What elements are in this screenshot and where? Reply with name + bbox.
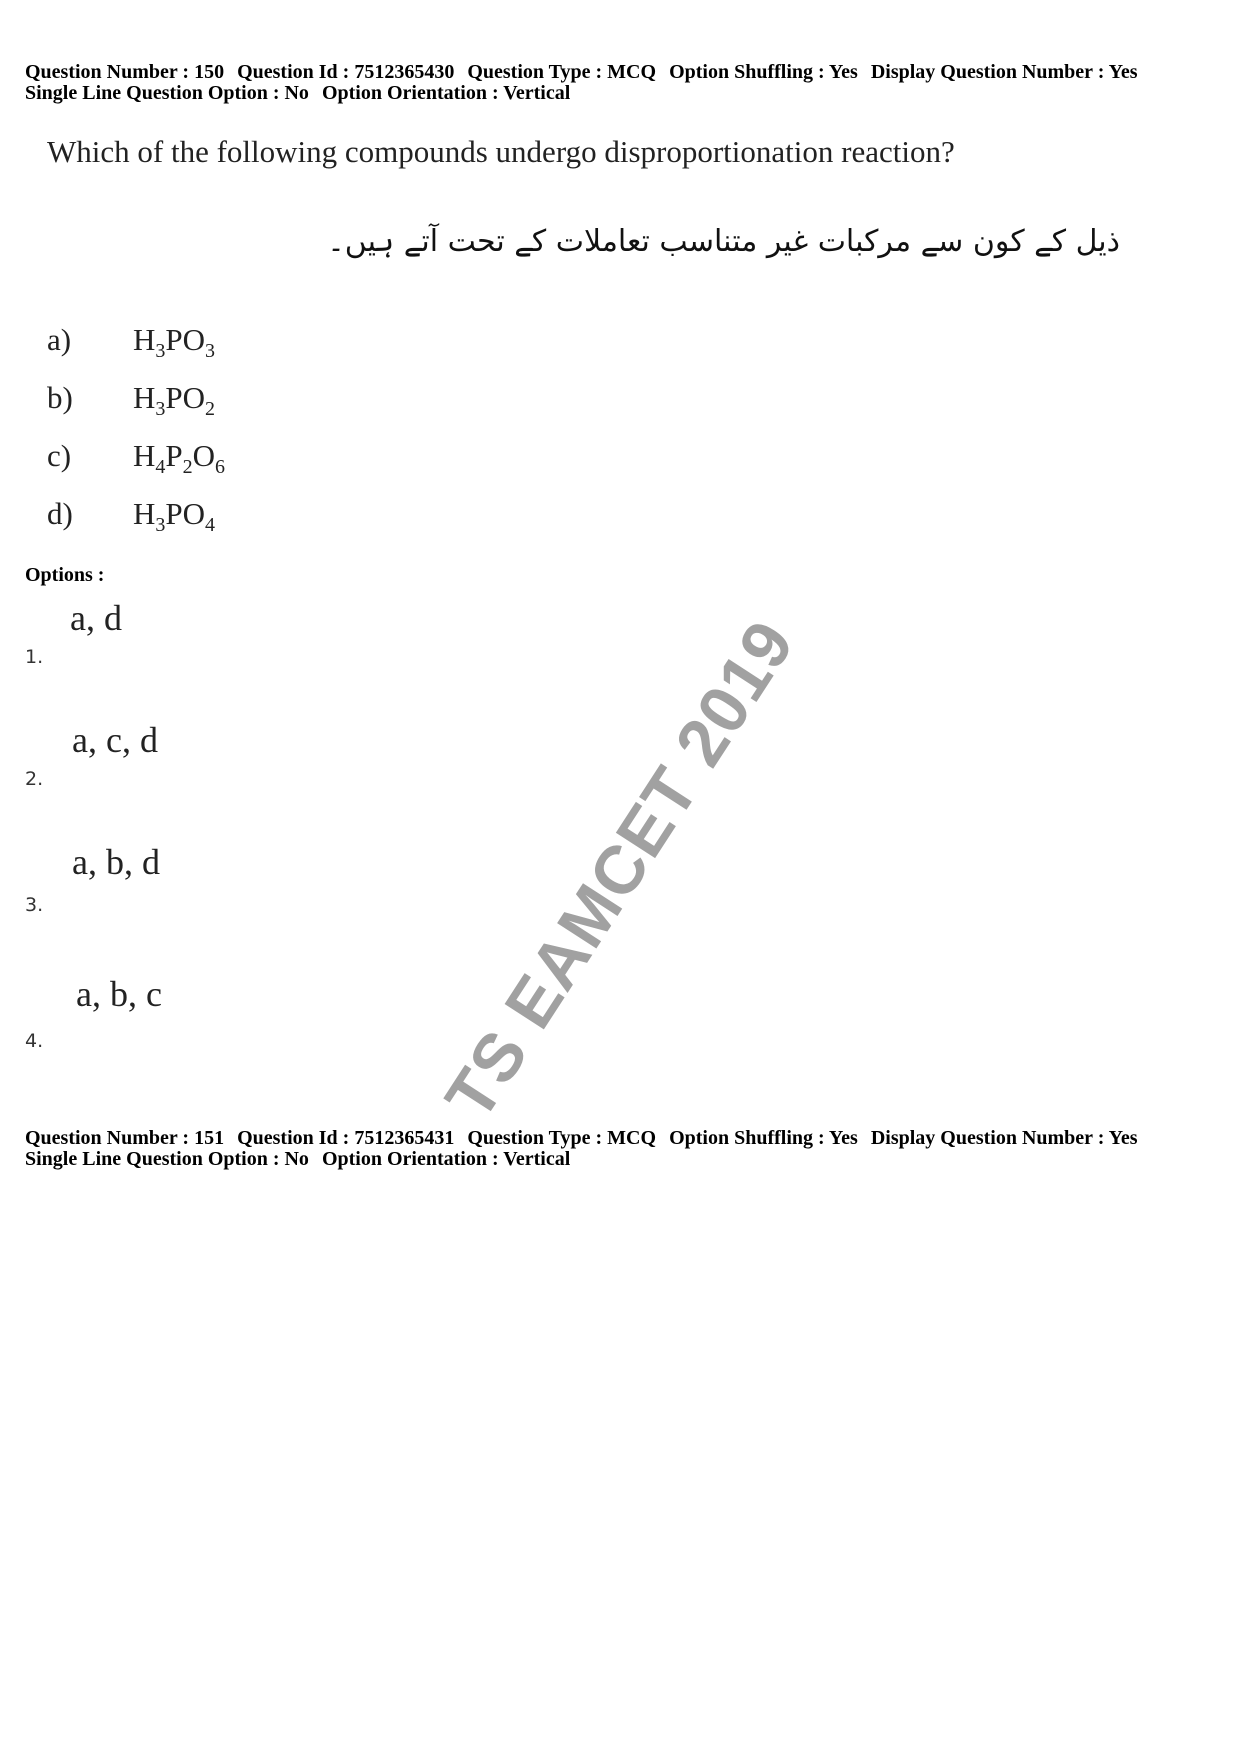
formula-subscript: 3 <box>155 514 166 536</box>
formula-part: PO <box>165 322 206 357</box>
option-3-text[interactable]: a, b, d <box>72 842 160 882</box>
option-1-number: 1. <box>25 646 44 668</box>
formula-subscript: 4 <box>205 514 216 536</box>
formula-subscript: 3 <box>155 340 166 362</box>
choice-label: c) <box>47 438 72 473</box>
formula-subscript: 2 <box>182 456 193 478</box>
choice-label: a) <box>47 322 72 357</box>
question-id: Question Id : 7512365430 <box>237 61 455 83</box>
formula-subscript: 3 <box>155 398 166 420</box>
choice-d <box>47 496 215 540</box>
option-3-number: 3. <box>25 894 44 916</box>
formula-part: H <box>133 438 156 473</box>
watermark: TS EAMCET 2019 <box>430 607 810 1133</box>
meta-line-2 <box>25 83 1146 104</box>
question-text-urdu: ذیل کے کون سے مرکبات غیر متناسب تعاملات کے تحت آتے ہیں۔ <box>327 224 1120 259</box>
option-1-text[interactable]: a, d <box>70 598 122 638</box>
question-type: Question Type : MCQ <box>467 1127 657 1149</box>
question-number: Question Number : 150 <box>25 61 225 83</box>
choice-label: b) <box>47 380 73 415</box>
option-shuffling: Option Shuffling : Yes <box>669 61 858 83</box>
formula-subscript: 2 <box>205 398 216 420</box>
option-2-number: 2. <box>25 768 44 790</box>
formula-part: H <box>133 496 156 531</box>
meta-line-1 <box>25 62 1146 83</box>
formula-subscript: 3 <box>205 340 216 362</box>
formula-part: O <box>192 438 216 473</box>
display-question-number: Display Question Number : Yes <box>870 61 1138 83</box>
formula-part: H <box>133 380 156 415</box>
choice-a <box>47 322 215 366</box>
option-shuffling: Option Shuffling : Yes <box>669 1127 858 1149</box>
option-4-text[interactable]: a, b, c <box>76 974 162 1014</box>
choice-b <box>47 380 215 424</box>
formula-subscript: 4 <box>155 456 166 478</box>
question-id: Question Id : 7512365431 <box>237 1127 455 1149</box>
question-number: Question Number : 151 <box>25 1127 225 1149</box>
question-151-meta <box>25 1128 1146 1170</box>
formula-subscript: 6 <box>215 456 226 478</box>
option-2-text[interactable]: a, c, d <box>72 720 158 760</box>
single-line-option: Single Line Question Option : No <box>25 82 309 104</box>
option-orientation: Option Orientation : Vertical <box>321 1148 571 1170</box>
question-type: Question Type : MCQ <box>467 61 657 83</box>
formula-part: PO <box>165 380 206 415</box>
choice-label: d) <box>47 496 73 531</box>
option-orientation: Option Orientation : Vertical <box>321 82 571 104</box>
formula-part: PO <box>165 496 206 531</box>
option-4-number: 4. <box>25 1030 44 1052</box>
display-question-number: Display Question Number : Yes <box>870 1127 1138 1149</box>
question-150-meta <box>25 62 1146 104</box>
meta-line-1 <box>25 1128 1146 1149</box>
formula-part: P <box>165 438 183 473</box>
single-line-option: Single Line Question Option : No <box>25 1148 309 1170</box>
formula-part: H <box>133 322 156 357</box>
options-heading: Options : <box>25 564 105 586</box>
meta-line-2 <box>25 1149 1146 1170</box>
question-text-english: Which of the following compounds undergo disproportionation reaction? <box>47 134 955 169</box>
choice-c <box>47 438 225 482</box>
